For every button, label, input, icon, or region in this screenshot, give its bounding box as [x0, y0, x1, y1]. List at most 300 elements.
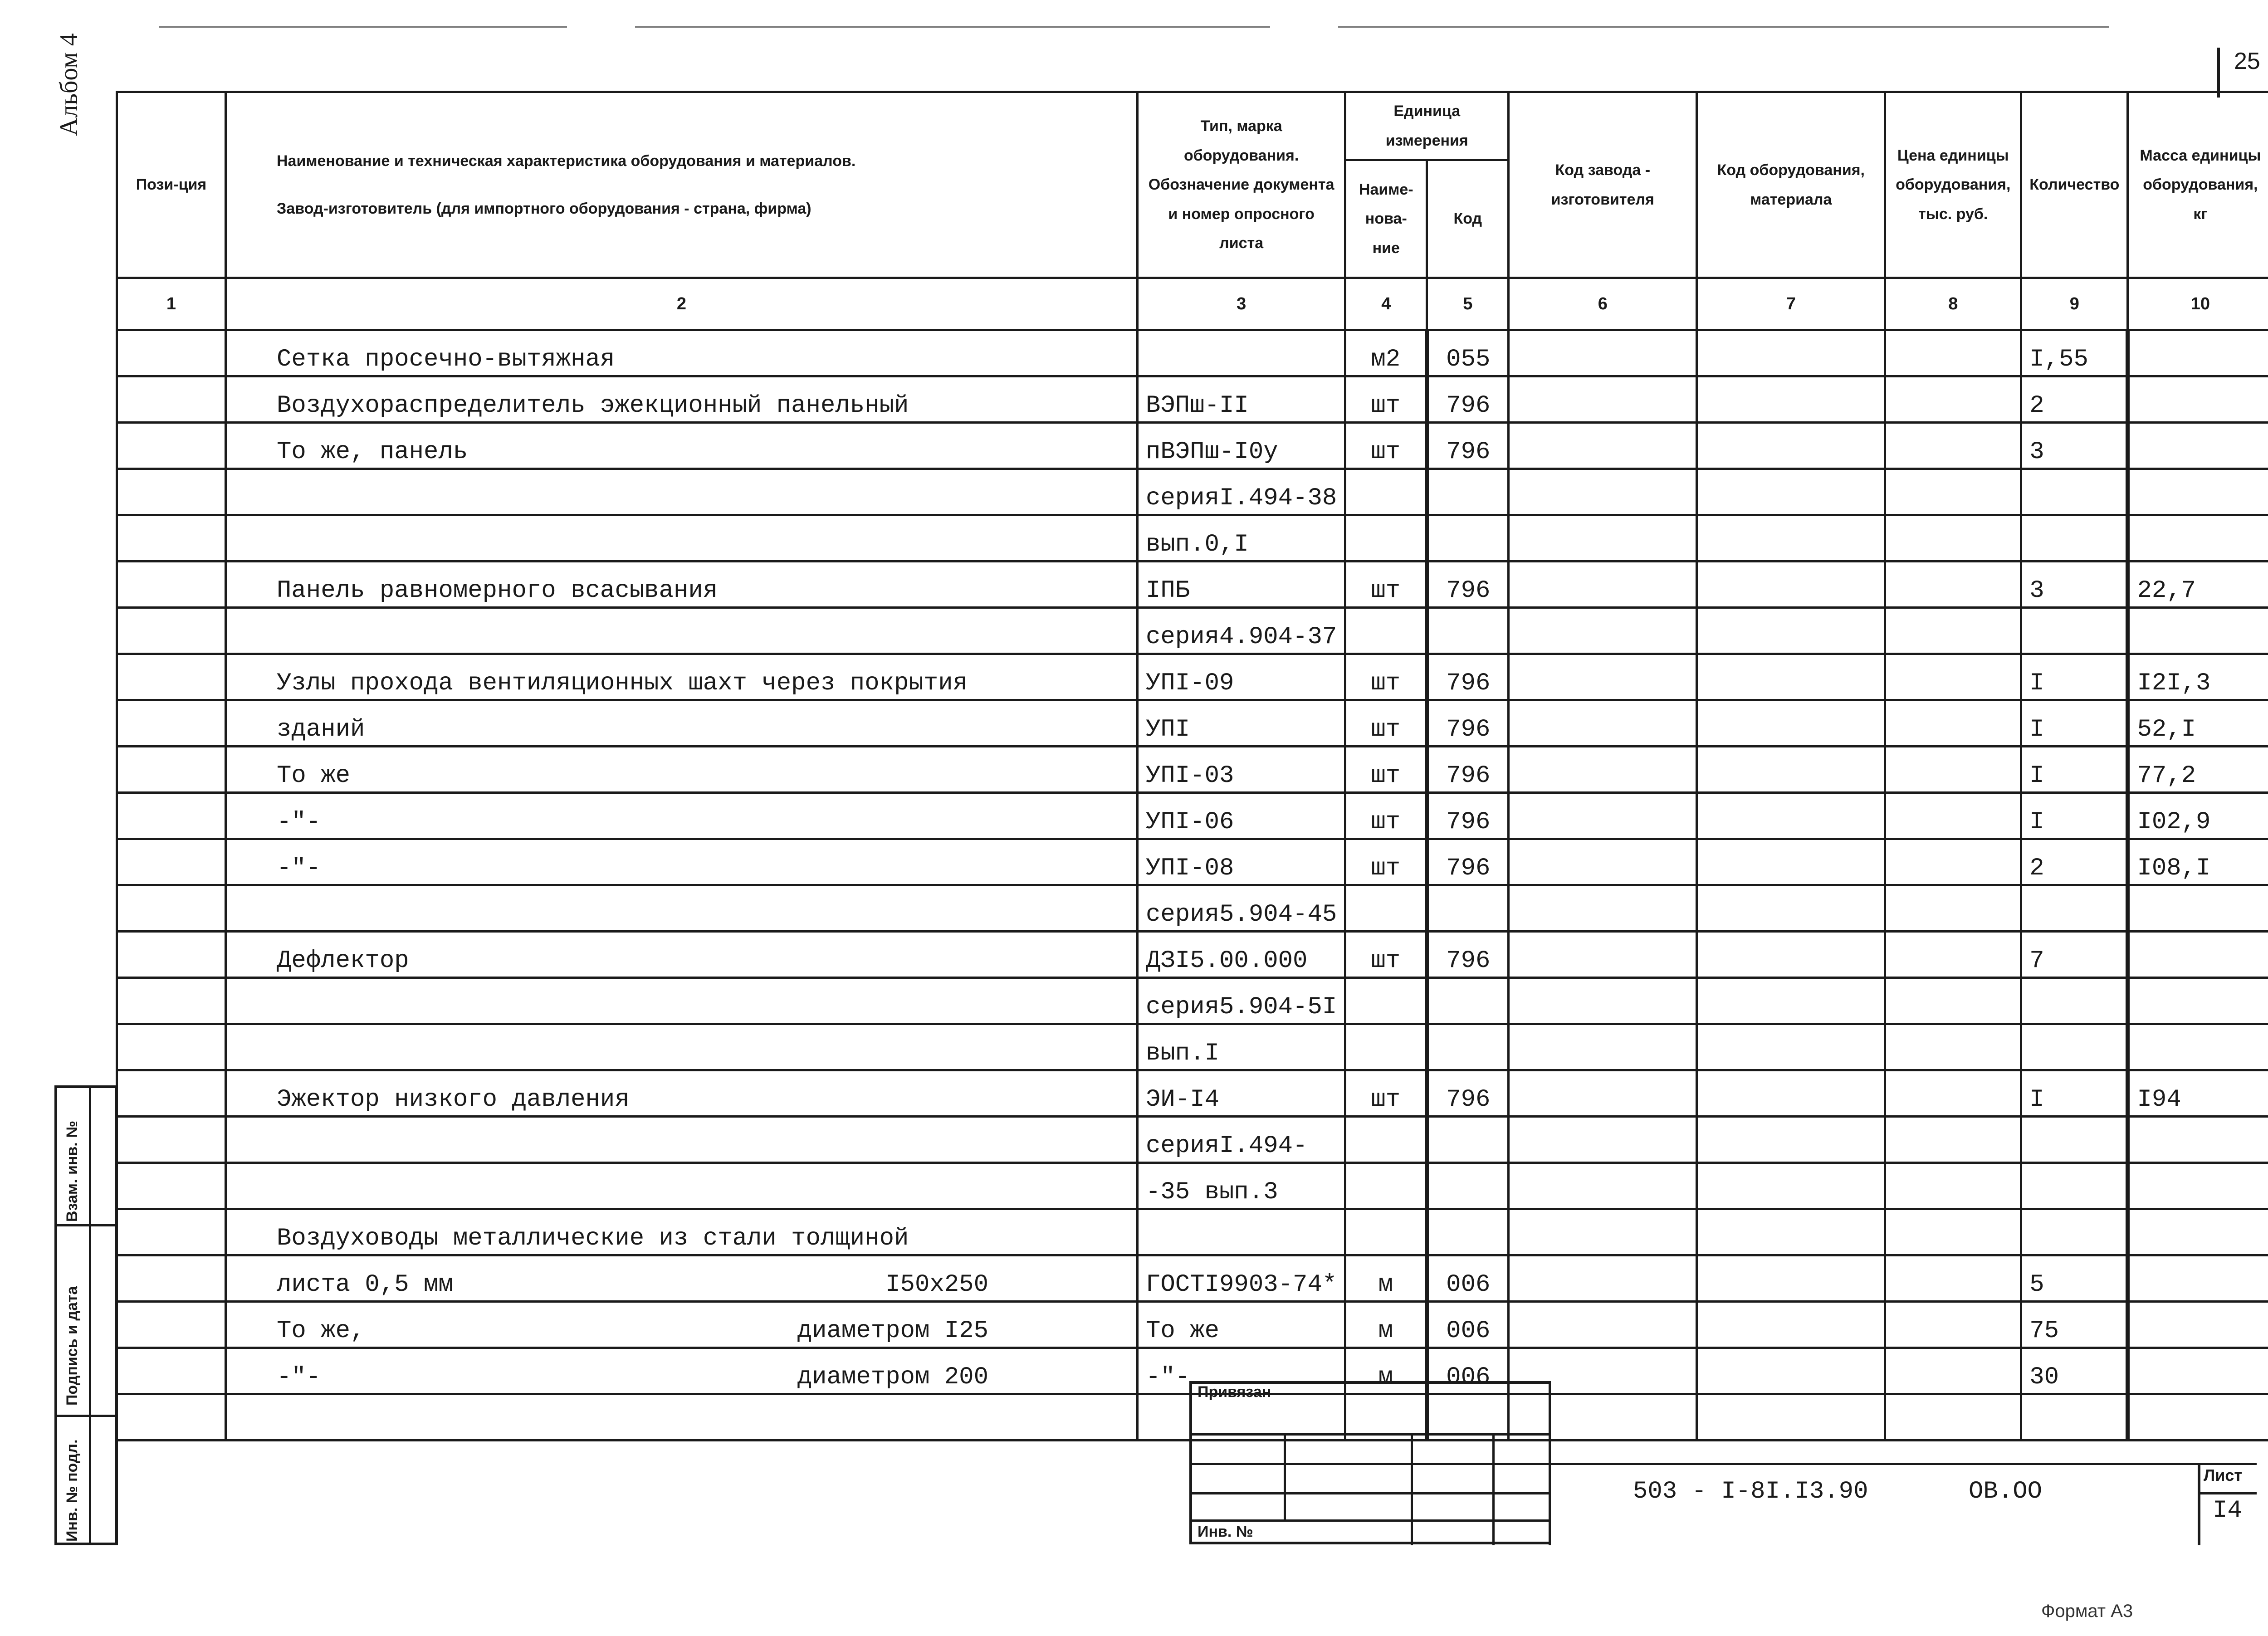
column-number: 7 — [1697, 278, 1885, 330]
stamp-line — [1492, 1433, 1495, 1545]
cell-equip-code — [1697, 885, 1885, 932]
cell-mass — [2128, 1302, 2268, 1348]
cell-unit-code: 796 — [1427, 376, 1509, 423]
header-equip-code: Код оборудования, материала — [1697, 92, 1885, 278]
cell-type: ЭИ-I4 — [1138, 1070, 1345, 1117]
cell-unit: м — [1345, 1348, 1427, 1394]
table-row — [117, 654, 2268, 700]
cell-price — [1885, 1070, 2021, 1117]
cell-equip-code — [1697, 376, 1885, 423]
header-unit: Единица измерения — [1345, 92, 1509, 160]
cell-equip-code — [1697, 330, 1885, 376]
cell-unit: шт — [1345, 562, 1427, 608]
table-row — [117, 515, 2268, 562]
cell-mass: 22,7 — [2128, 562, 2268, 608]
cell-qty: 3 — [2021, 423, 2128, 469]
cell-type: То же — [1138, 1302, 1345, 1348]
table-row — [117, 932, 2268, 978]
cell-position — [117, 932, 226, 978]
item-name: листа 0,5 мм — [277, 1271, 453, 1299]
cell-mass — [2128, 330, 2268, 376]
cell-equip-code — [1697, 1117, 1885, 1163]
cell-price — [1885, 1394, 2021, 1441]
cell-name — [226, 793, 1138, 839]
table-row — [117, 469, 2268, 515]
table-row — [117, 1163, 2268, 1209]
item-size: диаметром I25 — [797, 1317, 988, 1345]
sheet-label: Лист — [2204, 1466, 2243, 1485]
item-name: Узлы прохода вентиляционных шахт через покрытия — [277, 669, 968, 697]
cell-qty: I,55 — [2021, 330, 2128, 376]
header-qty: Количество — [2021, 92, 2128, 278]
cell-unit-code — [1427, 1024, 1509, 1070]
table-row — [117, 839, 2268, 885]
cell-plant-code — [1509, 423, 1697, 469]
cell-name — [226, 1255, 1138, 1302]
item-name: Сетка просечно-вытяжная — [277, 346, 615, 373]
cell-plant-code — [1509, 932, 1697, 978]
cell-price — [1885, 330, 2021, 376]
cell-mass: I08,I — [2128, 839, 2268, 885]
cell-type — [1138, 330, 1345, 376]
cell-equip-code — [1697, 562, 1885, 608]
table-row — [117, 1302, 2268, 1348]
cell-unit-code — [1427, 1163, 1509, 1209]
cell-equip-code — [1697, 747, 1885, 793]
cell-name — [226, 700, 1138, 747]
sheet-box-line — [2198, 1492, 2257, 1494]
cell-position — [117, 700, 226, 747]
cell-price — [1885, 932, 2021, 978]
cell-mass: I2I,3 — [2128, 654, 2268, 700]
cell-unit — [1345, 608, 1427, 654]
header-name-line2: Завод-изготовитель (для импортного оборудования - страна, фирма) — [277, 200, 811, 217]
cell-name — [226, 1394, 1138, 1441]
cell-mass — [2128, 1163, 2268, 1209]
cell-position — [117, 1117, 226, 1163]
item-name: Воздухораспределитель эжекционный панельный — [277, 392, 909, 420]
stamp-line — [1189, 1463, 1551, 1465]
cell-type: -"- — [1138, 1348, 1345, 1394]
cell-name — [226, 423, 1138, 469]
cell-type — [1138, 1209, 1345, 1255]
cell-unit-code — [1427, 885, 1509, 932]
attached-label: Привязан — [1198, 1383, 1271, 1401]
cell-position — [117, 1163, 226, 1209]
cell-equip-code — [1697, 839, 1885, 885]
cell-equip-code — [1697, 608, 1885, 654]
table-row — [117, 1209, 2268, 1255]
cell-plant-code — [1509, 376, 1697, 423]
cell-unit — [1345, 978, 1427, 1024]
cell-unit — [1345, 1209, 1427, 1255]
table-row — [117, 608, 2268, 654]
header-name — [226, 92, 1138, 278]
cell-position — [117, 1024, 226, 1070]
cell-equip-code — [1697, 978, 1885, 1024]
signature-date-label: Подпись и дата — [64, 1286, 81, 1406]
cell-qty — [2021, 469, 2128, 515]
cell-plant-code — [1509, 839, 1697, 885]
cell-mass — [2128, 885, 2268, 932]
cell-equip-code — [1697, 1209, 1885, 1255]
cell-type: серия4.904-37 — [1138, 608, 1345, 654]
sheet-number: I4 — [2213, 1497, 2242, 1524]
cell-qty — [2021, 515, 2128, 562]
cell-position — [117, 376, 226, 423]
header-price: Цена единицы оборудования, тыс. руб. — [1885, 92, 2021, 278]
cell-mass: I94 — [2128, 1070, 2268, 1117]
cell-unit-code — [1427, 1117, 1509, 1163]
cell-position — [117, 1302, 226, 1348]
cell-type: IПБ — [1138, 562, 1345, 608]
cell-position — [117, 1394, 226, 1441]
column-number: 2 — [226, 278, 1138, 330]
cell-position — [117, 978, 226, 1024]
cell-unit-code: 796 — [1427, 747, 1509, 793]
item-name: зданий — [277, 716, 365, 743]
cell-unit: м — [1345, 1255, 1427, 1302]
table-row — [117, 330, 2268, 376]
cell-name — [226, 1117, 1138, 1163]
cell-plant-code — [1509, 747, 1697, 793]
cell-position — [117, 654, 226, 700]
cell-type: УПI-06 — [1138, 793, 1345, 839]
cell-unit-code — [1427, 608, 1509, 654]
cell-plant-code — [1509, 978, 1697, 1024]
cell-unit-code: 796 — [1427, 562, 1509, 608]
cell-plant-code — [1509, 1209, 1697, 1255]
cell-type: вып.0,I — [1138, 515, 1345, 562]
cell-qty — [2021, 885, 2128, 932]
cell-qty — [2021, 978, 2128, 1024]
cell-equip-code — [1697, 1163, 1885, 1209]
replacement-inv-label: Взам. инв. № — [64, 1120, 81, 1222]
cell-name — [226, 376, 1138, 423]
cell-price — [1885, 1348, 2021, 1394]
cell-equip-code — [1697, 793, 1885, 839]
cell-type: ВЭПш-II — [1138, 376, 1345, 423]
cell-unit: шт — [1345, 747, 1427, 793]
cell-price — [1885, 1117, 2021, 1163]
cell-type: УПI-03 — [1138, 747, 1345, 793]
cell-unit-code: 796 — [1427, 1070, 1509, 1117]
table-row — [117, 747, 2268, 793]
cell-mass: 52,I — [2128, 700, 2268, 747]
format-label: Формат А3 — [2041, 1601, 2133, 1621]
cell-type: пВЭПш-I0у — [1138, 423, 1345, 469]
cell-qty: 2 — [2021, 376, 2128, 423]
top-border-dash — [635, 26, 1270, 28]
cell-unit-code — [1427, 1209, 1509, 1255]
cell-unit-code — [1427, 515, 1509, 562]
document-code: 503 - I-8I.I3.90 — [1633, 1478, 1868, 1505]
stamp-line — [1284, 1433, 1286, 1519]
item-name: То же, — [277, 1317, 365, 1345]
cell-unit — [1345, 469, 1427, 515]
cell-position — [117, 1070, 226, 1117]
cell-plant-code — [1509, 885, 1697, 932]
cell-mass: I02,9 — [2128, 793, 2268, 839]
cell-price — [1885, 376, 2021, 423]
cell-unit: шт — [1345, 932, 1427, 978]
cell-unit: шт — [1345, 1070, 1427, 1117]
cell-name — [226, 1302, 1138, 1348]
top-border-dash — [1338, 26, 2109, 28]
header-mass: Масса единицы оборудования, кг — [2128, 92, 2268, 278]
stamp-line — [1189, 1433, 1551, 1436]
cell-unit-code: 796 — [1427, 839, 1509, 885]
cell-name — [226, 330, 1138, 376]
cell-qty: 7 — [2021, 932, 2128, 978]
table-row — [117, 1024, 2268, 1070]
cell-position — [117, 1255, 226, 1302]
cell-position — [117, 469, 226, 515]
document-mark: ОВ.ОО — [1969, 1478, 2043, 1505]
cell-equip-code — [1697, 423, 1885, 469]
cell-mass — [2128, 932, 2268, 978]
cell-unit — [1345, 1117, 1427, 1163]
cell-qty: 30 — [2021, 1348, 2128, 1394]
cell-plant-code — [1509, 1302, 1697, 1348]
item-name: Дефлектор — [277, 947, 409, 975]
cell-mass — [2128, 1209, 2268, 1255]
cell-equip-code — [1697, 1394, 1885, 1441]
cell-unit-code: 796 — [1427, 932, 1509, 978]
stamp-line — [1189, 1492, 1551, 1494]
cell-mass: 77,2 — [2128, 747, 2268, 793]
cell-equip-code — [1697, 654, 1885, 700]
cell-unit-code — [1427, 978, 1509, 1024]
cell-qty: 75 — [2021, 1302, 2128, 1348]
item-name: -"- — [277, 808, 321, 836]
top-border-dash — [159, 26, 567, 28]
page-number: 25 — [2234, 48, 2260, 74]
header-unit-code: Код — [1427, 160, 1509, 278]
column-number: 6 — [1509, 278, 1697, 330]
cell-type: ДЗI5.00.000 — [1138, 932, 1345, 978]
cell-name — [226, 932, 1138, 978]
cell-name — [226, 1070, 1138, 1117]
album-label: Альбом 4 — [55, 33, 83, 136]
cell-qty — [2021, 1394, 2128, 1441]
cell-equip-code — [1697, 1348, 1885, 1394]
original-inv-label: Инв. № подл. — [64, 1439, 81, 1542]
cell-plant-code — [1509, 515, 1697, 562]
cell-name — [226, 1163, 1138, 1209]
cell-equip-code — [1697, 515, 1885, 562]
cell-price — [1885, 885, 2021, 932]
cell-qty — [2021, 608, 2128, 654]
table-row — [117, 562, 2268, 608]
table-row — [117, 1255, 2268, 1302]
cell-plant-code — [1509, 1070, 1697, 1117]
cell-equip-code — [1697, 1302, 1885, 1348]
table-row — [117, 978, 2268, 1024]
cell-unit: шт — [1345, 700, 1427, 747]
item-name: То же, панель — [277, 438, 468, 466]
cell-name — [226, 562, 1138, 608]
table-row — [117, 423, 2268, 469]
stamp-line — [1411, 1433, 1413, 1545]
cell-name — [226, 515, 1138, 562]
cell-plant-code — [1509, 330, 1697, 376]
cell-price — [1885, 608, 2021, 654]
table-row — [117, 885, 2268, 932]
cell-qty: I — [2021, 1070, 2128, 1117]
cell-position — [117, 839, 226, 885]
header-plant-code: Код завода - изготовителя — [1509, 92, 1697, 278]
cell-plant-code — [1509, 562, 1697, 608]
cell-mass — [2128, 1348, 2268, 1394]
cell-price — [1885, 839, 2021, 885]
cell-unit — [1345, 515, 1427, 562]
cell-equip-code — [1697, 932, 1885, 978]
table-row — [117, 1117, 2268, 1163]
page-number-bar — [2217, 48, 2220, 98]
cell-type: вып.I — [1138, 1024, 1345, 1070]
stamp-line — [1189, 1519, 1551, 1522]
table-row — [117, 793, 2268, 839]
cell-name — [226, 608, 1138, 654]
cell-position — [117, 747, 226, 793]
cell-price — [1885, 1255, 2021, 1302]
column-number: 10 — [2128, 278, 2268, 330]
cell-price — [1885, 515, 2021, 562]
header-unit-name: Наиме-нова-ние — [1345, 160, 1427, 278]
column-number: 1 — [117, 278, 226, 330]
item-name: Панель равномерного всасывания — [277, 577, 718, 605]
cell-qty — [2021, 1024, 2128, 1070]
cell-plant-code — [1509, 1024, 1697, 1070]
cell-mass — [2128, 978, 2268, 1024]
cell-unit — [1345, 885, 1427, 932]
cell-position — [117, 515, 226, 562]
cell-plant-code — [1509, 608, 1697, 654]
cell-name — [226, 1024, 1138, 1070]
cell-type: серия5.904-5I — [1138, 978, 1345, 1024]
cell-plant-code — [1509, 654, 1697, 700]
table-row — [117, 1070, 2268, 1117]
cell-mass — [2128, 1394, 2268, 1441]
cell-type: -35 вып.3 — [1138, 1163, 1345, 1209]
cell-name — [226, 1209, 1138, 1255]
cell-type: УПI — [1138, 700, 1345, 747]
cell-unit: шт — [1345, 839, 1427, 885]
column-number: 4 — [1345, 278, 1427, 330]
specification-table — [116, 91, 2268, 1441]
cell-unit — [1345, 1163, 1427, 1209]
cell-qty: I — [2021, 747, 2128, 793]
cell-plant-code — [1509, 1117, 1697, 1163]
cell-unit: шт — [1345, 376, 1427, 423]
table-row — [117, 700, 2268, 747]
column-number: 5 — [1427, 278, 1509, 330]
cell-price — [1885, 562, 2021, 608]
cell-unit-code: 796 — [1427, 700, 1509, 747]
cell-price — [1885, 1024, 2021, 1070]
cell-position — [117, 608, 226, 654]
column-number: 8 — [1885, 278, 2021, 330]
cell-mass — [2128, 376, 2268, 423]
header-name-line1: Наименование и техническая характеристика оборудования и материалов. — [277, 152, 856, 170]
cell-position — [117, 1209, 226, 1255]
item-name: Эжектор низкого давления — [277, 1086, 630, 1113]
item-name: То же — [277, 762, 351, 790]
cell-position — [117, 793, 226, 839]
cell-equip-code — [1697, 1255, 1885, 1302]
header-type: Тип, марка оборудования. Обозначение документа и номер опросного листа — [1138, 92, 1345, 278]
cell-plant-code — [1509, 1163, 1697, 1209]
cell-equip-code — [1697, 1070, 1885, 1117]
cell-unit-code: 006 — [1427, 1348, 1509, 1394]
cell-price — [1885, 700, 2021, 747]
header-pos: Пози-ция — [117, 92, 226, 278]
cell-mass — [2128, 423, 2268, 469]
cell-mass — [2128, 1117, 2268, 1163]
cell-type: серия5.904-45 — [1138, 885, 1345, 932]
inv-no-label: Инв. № — [1198, 1523, 1253, 1540]
cell-qty — [2021, 1163, 2128, 1209]
cell-price — [1885, 654, 2021, 700]
cell-qty: 3 — [2021, 562, 2128, 608]
column-number: 3 — [1138, 278, 1345, 330]
cell-name — [226, 978, 1138, 1024]
title-block-line — [1549, 1463, 2257, 1465]
cell-position — [117, 330, 226, 376]
item-name: Воздуховоды металлические из стали толщиной — [277, 1225, 909, 1252]
cell-unit-code: 796 — [1427, 423, 1509, 469]
cell-position — [117, 1348, 226, 1394]
cell-mass — [2128, 1024, 2268, 1070]
column-number: 9 — [2021, 278, 2128, 330]
cell-qty: I — [2021, 700, 2128, 747]
cell-qty: 2 — [2021, 839, 2128, 885]
cell-unit-code: 796 — [1427, 793, 1509, 839]
cell-type: УПI-08 — [1138, 839, 1345, 885]
cell-name — [226, 885, 1138, 932]
cell-plant-code — [1509, 700, 1697, 747]
cell-plant-code — [1509, 469, 1697, 515]
cell-qty — [2021, 1209, 2128, 1255]
item-name: -"- — [277, 855, 321, 882]
cell-unit: м2 — [1345, 330, 1427, 376]
side-stamp-line — [57, 1224, 118, 1226]
cell-type: УПI-09 — [1138, 654, 1345, 700]
cell-type: серияI.494-38 — [1138, 469, 1345, 515]
cell-mass — [2128, 515, 2268, 562]
cell-position — [117, 885, 226, 932]
cell-unit — [1345, 1024, 1427, 1070]
table-row — [117, 376, 2268, 423]
cell-price — [1885, 1302, 2021, 1348]
cell-position — [117, 562, 226, 608]
cell-qty: I — [2021, 654, 2128, 700]
side-stamp — [54, 1085, 118, 1545]
cell-qty: 5 — [2021, 1255, 2128, 1302]
side-stamp-line — [57, 1415, 118, 1417]
item-size: I50x250 — [885, 1271, 988, 1299]
cell-type: серияI.494- — [1138, 1117, 1345, 1163]
cell-unit-code — [1427, 469, 1509, 515]
cell-equip-code — [1697, 1024, 1885, 1070]
side-stamp-divider — [89, 1088, 123, 1543]
cell-type: ГОСТI9903-74* — [1138, 1255, 1345, 1302]
cell-equip-code — [1697, 469, 1885, 515]
cell-name — [226, 839, 1138, 885]
cell-name — [226, 1348, 1138, 1394]
cell-price — [1885, 1163, 2021, 1209]
